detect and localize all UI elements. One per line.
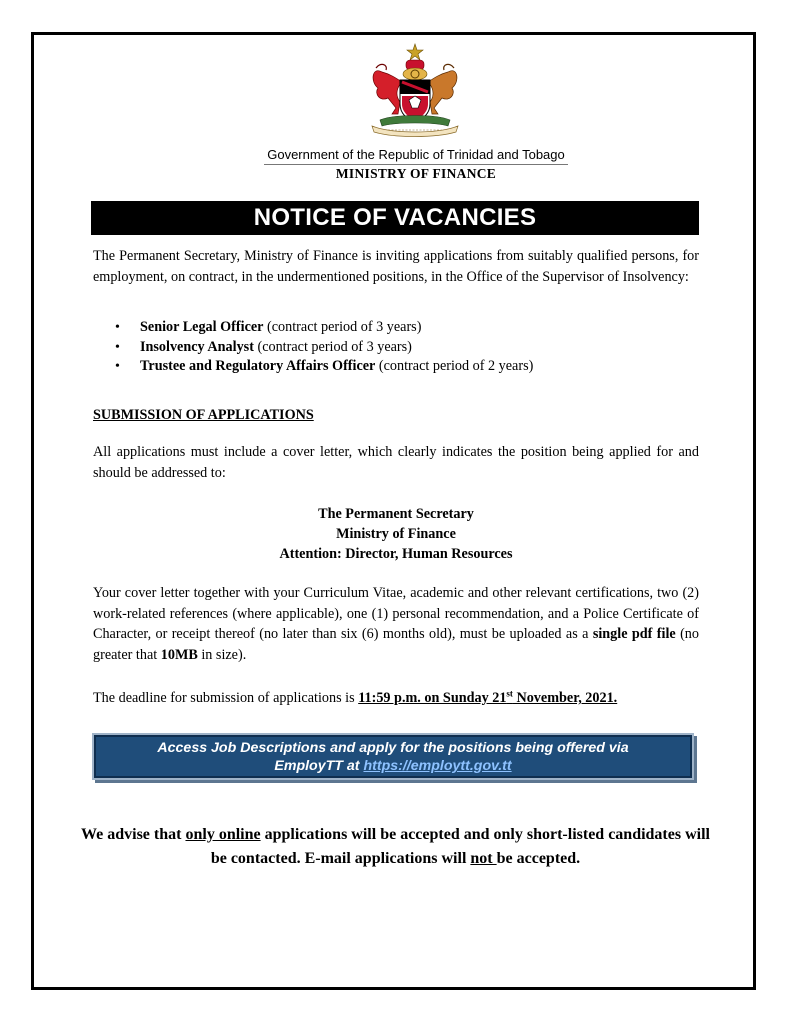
- address-block: [93, 504, 699, 564]
- position-item: [93, 318, 699, 338]
- address-line: Ministry of Finance: [336, 526, 456, 542]
- position-detail: (contract period of 3 years): [253, 338, 412, 355]
- government-name: Government of the Republic of Trinidad and Tobago: [267, 147, 565, 162]
- deadline-line: [93, 688, 699, 708]
- submission-heading: SUBMISSION OF APPLICATIONS: [93, 407, 314, 423]
- address-line: The Permanent Secretary: [318, 506, 474, 522]
- size-limit: 10MB: [160, 646, 198, 663]
- employtt-callout: [92, 733, 694, 780]
- advisory-text: We advise that: [81, 826, 186, 843]
- position-item: [93, 338, 699, 358]
- documents-paragraph: [93, 583, 699, 665]
- callout-prefix: EmployTT at: [274, 758, 364, 774]
- intro-paragraph: The Permanent Secretary, Ministry of Finance is inviting applications from suitably qualified persons, for employment, on contract, in the undermentioned positions, in the Office of the Supervisor of Insolvency:: [93, 248, 699, 285]
- position-detail: (contract period of 3 years): [263, 319, 422, 335]
- position-detail: (contract period of 2 years): [375, 358, 534, 374]
- deadline-ordinal: st: [506, 688, 513, 699]
- position-title: Senior Legal Officer: [140, 319, 264, 335]
- advisory-emphasis: not: [470, 850, 497, 867]
- notice-banner: NOTICE OF VACANCIES: [91, 201, 699, 235]
- position-item: [93, 357, 699, 377]
- advisory-text: be accepted.: [496, 850, 581, 867]
- position-title: Trustee and Regulatory Affairs Officer: [140, 358, 376, 374]
- deadline-date: 11:59 p.m. on Sunday 21: [358, 690, 507, 706]
- coat-of-arms-icon: [362, 42, 468, 138]
- callout-line: [94, 757, 692, 775]
- size-suffix: in size).: [197, 646, 247, 663]
- file-type: single pdf file: [592, 626, 676, 642]
- callout-line: Access Job Descriptions and apply for the positions being offered via: [157, 740, 629, 756]
- position-title: Insolvency Analyst: [140, 338, 254, 355]
- advisory-emphasis: only online: [185, 826, 261, 843]
- deadline-prefix: The deadline for submission of applications is: [93, 690, 359, 706]
- deadline-suffix: November, 2021.: [512, 690, 618, 706]
- address-line: Attention: Director, Human Resources: [279, 546, 513, 562]
- advisory-statement: [80, 823, 711, 871]
- positions-list: [93, 318, 699, 377]
- ministry-name: MINISTRY OF FINANCE: [335, 166, 497, 181]
- header-divider: [264, 164, 568, 165]
- deadline-value: [358, 690, 617, 706]
- advisory-text: applications will be accepted and only short-listed candidates will be contacted. E-mail applications will: [210, 826, 710, 867]
- cover-letter-paragraph: All applications must include a cover letter, which clearly indicates the position being applied for and should be addressed to:: [93, 444, 699, 481]
- documents-text: Your cover letter together with your Curriculum Vitae, academic and other relevant certifications, two (2) work-related references (where applicable), one (1) personal recommendation, and a Police Certificate of Character, or receipt thereof (no later than six (6) months old), must be uploaded as a: [93, 585, 699, 642]
- size-prefix: (no greater that: [93, 626, 699, 663]
- employtt-link[interactable]: https://employtt.gov.tt: [363, 758, 512, 774]
